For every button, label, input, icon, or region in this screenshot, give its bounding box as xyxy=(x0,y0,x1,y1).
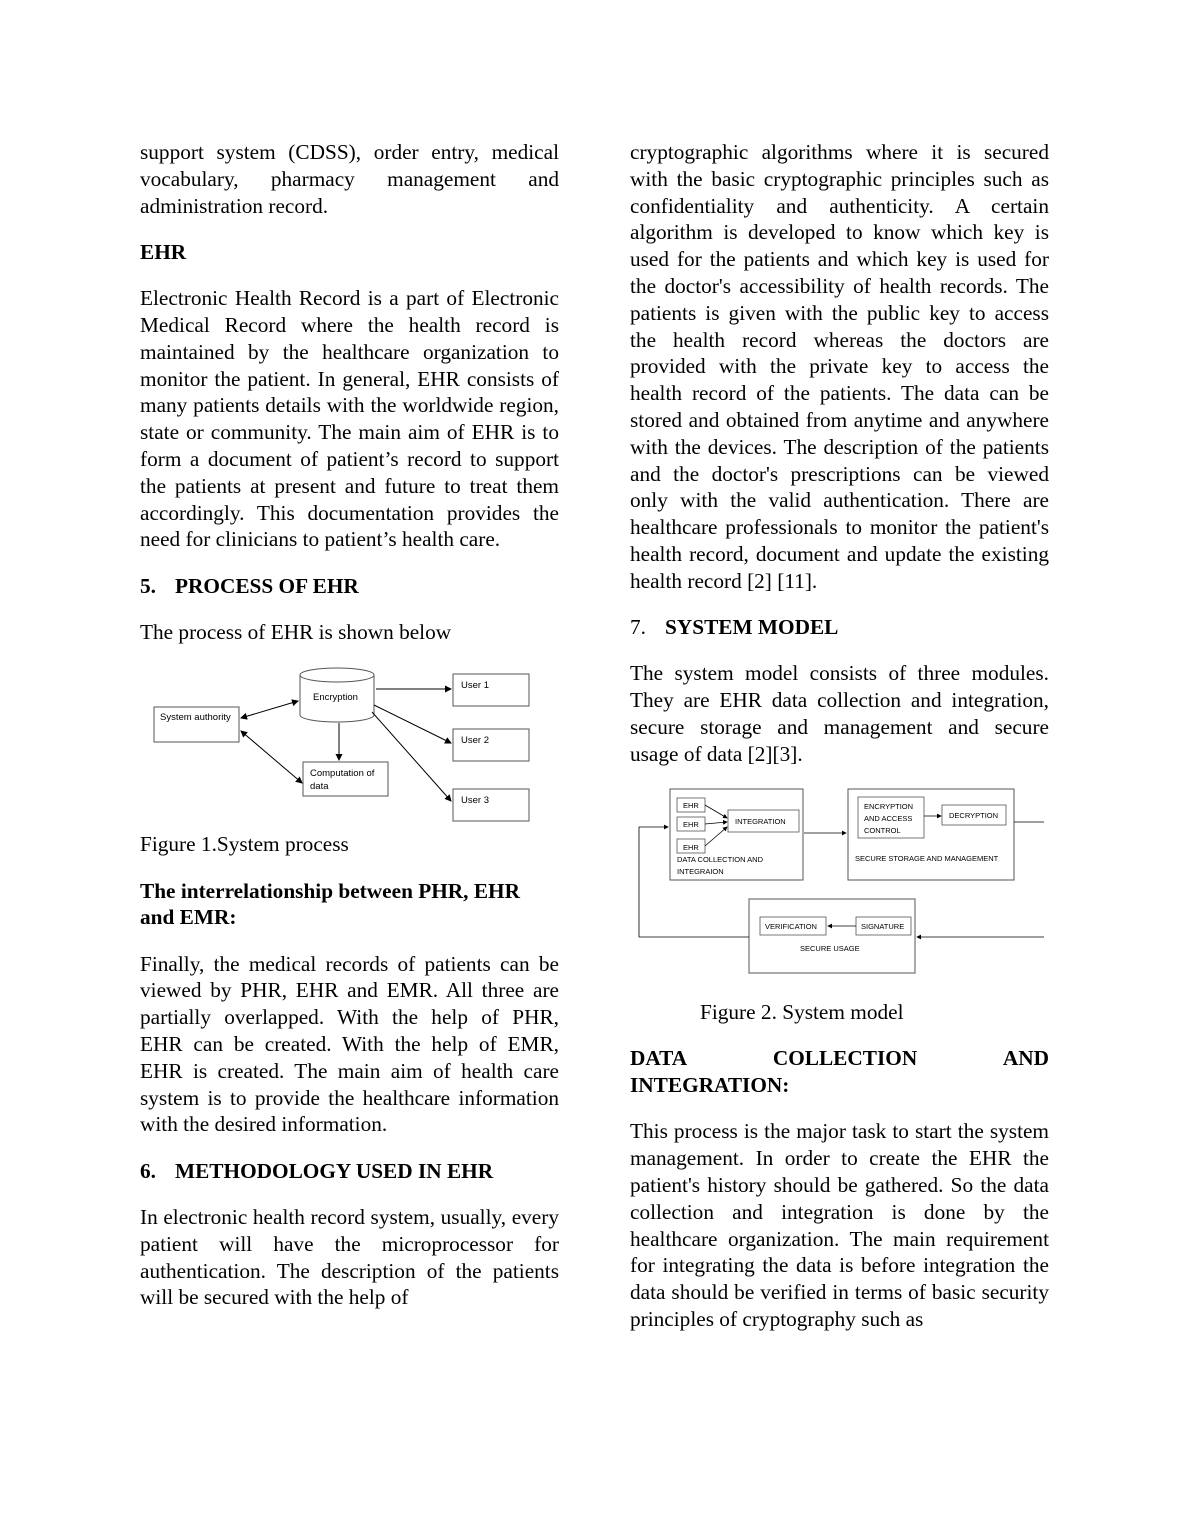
ehr-label-3: EHR xyxy=(683,843,699,853)
section-5-number: 5. xyxy=(140,573,156,598)
figure-2-caption: Figure 2. System model xyxy=(700,1000,904,1025)
ehr-label-2: EHR xyxy=(683,820,699,830)
encryption-label-line-2: AND ACCESS xyxy=(864,814,913,824)
user-1-label: User 1 xyxy=(461,680,489,692)
crypto-paragraph: cryptographic algorithms where it is secured with the basic cryptographic principles such as confidentiality and authenticity. A certain algorithm is developed to know which key is used for the patients and which key is used for the doctor's accessibility of health records. The patients is given with the public key to access the health record whereas the doctors are provided with the private key to access the health record of the patients. The data can be stored and obtained from anytime and anywhere with the devices. The description of the patients and the doctor's prescriptions can be viewed only with the valid authentication. There are healthcare professionals to monitor the patient's health record, document and update the existing health record [2] [11]. xyxy=(630,140,1049,593)
integration-label: INTEGRATION xyxy=(735,817,786,827)
signature-label: SIGNATURE xyxy=(861,922,905,932)
left-column xyxy=(140,139,559,1331)
encryption-label-line-3: CONTROL xyxy=(864,826,901,836)
section-5-title: PROCESS OF EHR xyxy=(175,573,359,598)
figure-1-caption: Figure 1.System process xyxy=(140,832,349,857)
ehr-label-1: EHR xyxy=(683,801,699,811)
encryption-label: Encryption xyxy=(313,692,358,704)
data-collection-label-line-1: DATA COLLECTION AND xyxy=(677,855,763,865)
interrelationship-heading: The interrelationship between PHR, EHR and EMR: xyxy=(140,878,520,930)
methodology-paragraph: In electronic health record system, usually, every patient will have the microprocessor for authentication. The description of the patients will be secured with the help of xyxy=(140,1205,559,1310)
computation-label-line-2: data xyxy=(310,781,329,793)
figure-2-system-model xyxy=(630,787,1044,977)
system-authority-label: System authority xyxy=(160,712,231,724)
arrow-encryption-user-2 xyxy=(374,705,451,743)
decryption-label: DECRYPTION xyxy=(949,811,999,821)
process-paragraph: The process of EHR is shown below xyxy=(140,619,452,644)
section-6-title: METHODOLOGY USED IN EHR xyxy=(175,1158,494,1183)
section-6-heading xyxy=(140,1158,559,1185)
secure-usage-module xyxy=(749,899,915,973)
right-column xyxy=(630,139,1049,1352)
arrow-authority-computation xyxy=(241,731,302,783)
figure-1-system-process xyxy=(152,665,534,825)
section-7-title: SYSTEM MODEL xyxy=(665,615,839,640)
encryption-label-line-1: ENCRYPTION xyxy=(864,802,914,812)
user-2-label: User 2 xyxy=(461,735,489,747)
ehr-heading: EHR xyxy=(140,239,187,264)
arrow-authority-encryption xyxy=(241,701,298,718)
data-collection-heading: DATA COLLECTION AND INTEGRATION: xyxy=(630,1046,1049,1098)
system-model-paragraph: The system model consists of three modules. They are EHR data collection and integration, secure storage and management and secure usage of data [2][3]. xyxy=(630,661,1049,766)
interrelationship-paragraph: Finally, the medical records of patients can be viewed by PHR, EHR and EMR. All three are partially overlapped. With the help of PHR, EHR can be created. With the help of EMR, EHR is created. The main aim of health care system is to provide the healthcare information with the desired information. xyxy=(140,951,559,1137)
section-6-number: 6. xyxy=(140,1158,156,1183)
intro-paragraph: support system (CDSS), order entry, medical vocabulary, pharmacy management and administration record. xyxy=(140,140,559,218)
section-7-heading xyxy=(630,614,1049,641)
secure-storage-label: SECURE STORAGE AND MANAGEMENT xyxy=(855,854,999,864)
data-collection-label-line-2: INTEGRAION xyxy=(677,867,724,877)
secure-usage-label: SECURE USAGE xyxy=(800,944,860,954)
section-7-number: 7. xyxy=(630,615,646,640)
verification-label: VERIFICATION xyxy=(765,922,817,932)
ehr-paragraph: Electronic Health Record is a part of Electronic Medical Record where the health record is maintained by the healthcare organization to monitor the patient. In general, EHR consists of many patients details with the worldwide region, state or community. The main aim of EHR is to form a document of patient’s record to support the patients at present and future to treat them accordingly. This documentation provides the need for clinicians to patient’s health care. xyxy=(140,286,559,552)
user-3-label: User 3 xyxy=(461,795,489,807)
section-5-heading xyxy=(140,573,559,600)
computation-label-line-1: Computation of xyxy=(310,768,375,780)
data-collection-paragraph: This process is the major task to start the system management. In order to create the EHR the patient's history should be gathered. So the data collection and integration is done by the healthcare organization. The main requirement for integrating the data is before integration the data should be verified in terms of basic security principles of cryptography such as xyxy=(630,1119,1049,1331)
